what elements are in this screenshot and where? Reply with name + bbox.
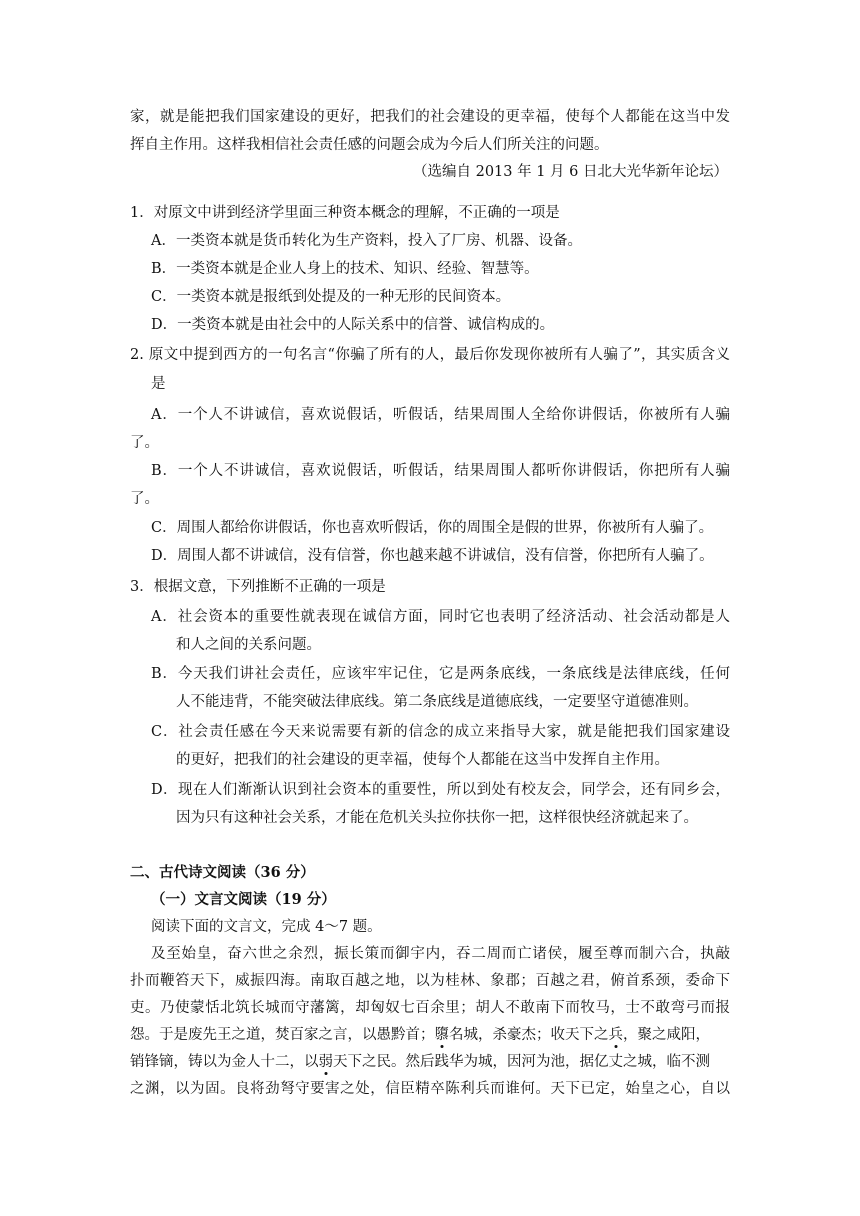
- question-1-option-a: A．一类资本就是货币转化为生产资料，投入了厂房、机器、设备。: [151, 233, 582, 249]
- question-3-option-c-line-1: C．社会责任感在今天来说需要有新的信念的成立来指导大家，就是能把我们国家建设: [151, 724, 730, 740]
- passage-line-1: 及至始皇，奋六世之余烈，振长策而御宇内，吞二周而亡诸侯，履至尊而制六合，执敲: [151, 946, 730, 962]
- intro-line-1: 家，就是能把我们国家建设的更好，把我们的社会建设的更幸福，使每个人都能在这当中发: [130, 109, 730, 125]
- question-3-option-d-line-1: D．现在人们渐渐认识到社会资本的重要性，所以到处有校友会，同学会，还有同乡会，: [151, 782, 730, 798]
- question-2-option-d: D．周围人都不讲诚信，没有信誉，你也越来越不讲诚信，没有信誉，你把所有人骗了。: [151, 548, 714, 564]
- question-3-option-b-line-1: B．今天我们讲社会责任，应该牢牢记住，它是两条底线，一条底线是法律底线，任何: [151, 666, 730, 682]
- question-2-stem-line-1: 2. 原文中提到西方的一句名言“你骗了所有的人，最后你发现你被所有人骗了”，其实质含义: [130, 347, 730, 363]
- question-2-option-b-line-2: 了。: [130, 491, 159, 507]
- passage-line-4-part-c: ，聚之咸阳，: [623, 1027, 710, 1043]
- emphasis-char-hui: 隳: [434, 1027, 449, 1043]
- section-2-subtitle: （一）文言文阅读（19 分）: [151, 891, 336, 908]
- question-3-option-a-line-2: 和人之间的关系问题。: [176, 637, 321, 653]
- question-3-stem: 3．根据文意，下列推断不正确的一项是: [130, 579, 386, 595]
- section-2-title: 二、古代诗文阅读（36 分）: [130, 864, 315, 881]
- question-1-option-c: C．一类资本就是报纸到处提及的一种无形的民间资本。: [151, 289, 511, 305]
- question-2-option-c: C．周围人都给你讲假话，你也喜欢听假话，你的周围全是假的世界，你被所有人骗了。: [151, 520, 714, 536]
- question-3-option-b-line-2: 人不能违背，不能突破法律底线。第二条底线是道德底线，一定要坚守道德准则。: [176, 694, 698, 710]
- emphasis-char-bing: 兵: [608, 1027, 623, 1043]
- question-2-option-a-line-2: 了。: [130, 435, 159, 451]
- question-1-option-d: D．一类资本就是由社会中的人际关系中的信誉、诚信构成的。: [151, 317, 555, 333]
- passage-line-5: [130, 1052, 730, 1072]
- source-citation: （选编自 2013 年 1 月 6 日北大光华新年论坛）: [412, 164, 728, 180]
- passage-line-6: 之渊，以为固。良将劲弩守要害之处，信臣精卒陈利兵而谁何。天下已定，始皇之心，自以: [130, 1081, 730, 1097]
- passage-line-5-part-a: 销锋镝，铸以为金人十二，以: [130, 1054, 319, 1070]
- reading-instruction: 阅读下面的文言文，完成 4～7 题。: [151, 919, 382, 935]
- passage-line-3: 吏。乃使蒙恬北筑长城而守藩篱，却匈奴七百余里；胡人不敢南下而牧马，士不敢弯弓而报: [130, 1000, 730, 1016]
- question-1-stem: 1．对原文中讲到经济学里面三种资本概念的理解，不正确的一项是: [130, 205, 560, 221]
- question-2-stem-line-2: 是: [151, 376, 166, 392]
- passage-line-4-part-a: 怨。于是废先王之道，焚百家之言，以愚黔首；: [130, 1027, 435, 1043]
- question-3-option-c-line-2: 的更好，把我们的社会建设的更幸福，使每个人都能在这当中发挥自主作用。: [176, 752, 669, 768]
- passage-line-4: [130, 1025, 730, 1045]
- question-3-option-d-line-2: 因为只有这种社会关系，才能在危机关头拉你扶你一把，这样很快经济就起来了。: [176, 810, 698, 826]
- passage-line-4-part-b: 名城，杀豪杰；收天下之: [449, 1027, 609, 1043]
- question-1-option-b: B．一类资本就是企业人身上的技术、知识、经验、智慧等。: [151, 261, 539, 277]
- passage-line-5-part-b: 天下之民。然后践华为城，因河为池，据亿丈之城，临不测: [333, 1054, 710, 1070]
- emphasis-char-ruo: 弱: [318, 1054, 333, 1070]
- question-2-option-b-line-1: B．一个人不讲诚信，喜欢说假话，听假话，结果周围人都听你讲假话，你把所有人骗: [151, 463, 730, 479]
- question-3-option-a-line-1: A．社会资本的重要性就表现在诚信方面，同时它也表明了经济活动、社会活动都是人: [151, 609, 730, 625]
- passage-line-2: 扑而鞭笞天下，威振四海。南取百越之地，以为桂林、象郡；百越之君，俯首系颈，委命下: [130, 973, 730, 989]
- intro-line-2: 挥自主作用。这样我相信社会责任感的问题会成为今后人们所关注的问题。: [130, 137, 609, 153]
- question-2-option-a-line-1: A．一个人不讲诚信，喜欢说假话，听假话，结果周围人全给你讲假话，你被所有人骗: [151, 407, 730, 423]
